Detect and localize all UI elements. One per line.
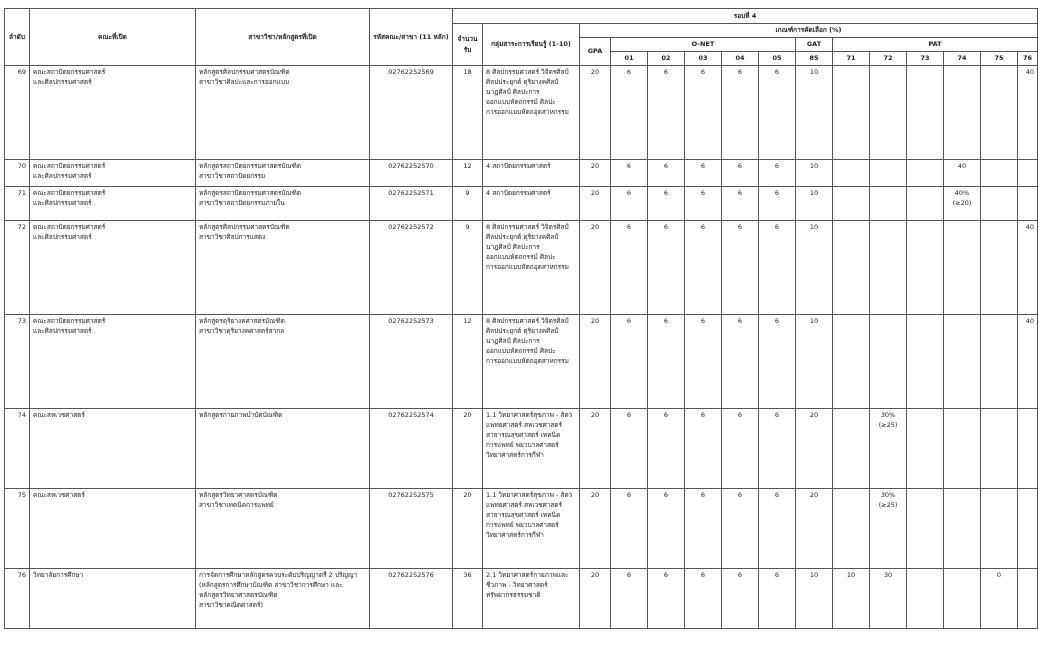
cell-gat-85: 20 [796, 489, 833, 569]
cell-pat-74 [944, 409, 981, 489]
header-subcode-03: 03 [685, 52, 722, 66]
cell-gat-85: 10 [796, 187, 833, 221]
cell-program-line: หลักสูตรดุริยางคศาสตรบัณฑิต [199, 317, 285, 325]
header-subcode-05: 05 [759, 52, 796, 66]
cell-faculty [30, 569, 196, 629]
cell-gpa: 20 [580, 187, 611, 221]
cell-program-line: หลักสูตรศิลปกรรมศาสตรบัณฑิต [199, 68, 290, 76]
cell-onet-03: 6 [685, 221, 722, 315]
cell-code: 02762252570 [370, 160, 453, 187]
cell-gat-85: 10 [796, 315, 833, 409]
cell-pat-73 [907, 221, 944, 315]
cell-onet-04: 6 [722, 160, 759, 187]
cell-onet-03: 6 [685, 187, 722, 221]
cell-subject-line: แพทยศาสตร์ สหเวชศาสตร์ [486, 501, 563, 510]
cell-subject-line: สาธารณสุขศาสตร์ เทคนิค [486, 511, 561, 520]
header-subcode-76: 76 [1018, 52, 1038, 66]
header-subcode-72: 72 [870, 52, 907, 66]
cell-subject-line: 4 สถาปัตยกรรมศาสตร์ [486, 189, 551, 197]
cell-no: 76 [5, 569, 30, 629]
cell-faculty-line: คณะสหเวชศาสตร์ [33, 491, 85, 499]
cell-gat-85: 10 [796, 569, 833, 629]
cell-pat-71: 10 [833, 569, 870, 629]
cell-subject-line: 8 ศิลปกรรมศาสตร์ วิจิตรศิลป์ [486, 223, 569, 231]
cell-pat-73 [907, 66, 944, 160]
cell-subject-line: ทรัพยากรธรรมชาติ [486, 591, 541, 600]
cell-no: 70 [5, 160, 30, 187]
table-row [5, 160, 1038, 187]
cell-pat-74 [944, 160, 981, 187]
cell-code: 02762252572 [370, 221, 453, 315]
table-row [5, 409, 1038, 489]
cell-pat-72-line: (≥25) [878, 421, 898, 430]
cell-gpa: 20 [580, 569, 611, 629]
cell-subject [483, 315, 580, 409]
cell-pat-76 [1018, 187, 1038, 221]
cell-faculty-line: วิทยาลัยการศึกษา [33, 571, 84, 579]
cell-pat-74 [944, 569, 981, 629]
cell-subject-line: นาฏศิลป์ ศิลปะการ [486, 337, 540, 346]
header-subcode-74: 74 [944, 52, 981, 66]
cell-subject [483, 187, 580, 221]
cell-onet-03: 6 [685, 409, 722, 489]
cell-faculty [30, 489, 196, 569]
cell-onet-01: 6 [611, 409, 648, 489]
header-pat: PAT [833, 38, 1038, 52]
cell-gpa: 20 [580, 66, 611, 160]
cell-subject-line: การแพทย์ พยาบาลศาสตร์ [486, 521, 559, 530]
header-subcode-71: 71 [833, 52, 870, 66]
cell-pat-71 [833, 187, 870, 221]
cell-onet-02: 6 [648, 409, 685, 489]
header-code: รหัสคณะ/สาขา (11 หลัก) [370, 9, 453, 66]
cell-subject [483, 569, 580, 629]
cell-onet-03: 6 [685, 569, 722, 629]
cell-pat-73 [907, 409, 944, 489]
cell-subject-line: ออกแบบหัตถกรรม์ ศิลปะ [486, 253, 556, 262]
cell-no: 73 [5, 315, 30, 409]
cell-gat-85: 10 [796, 160, 833, 187]
cell-pat-75 [981, 160, 1018, 187]
header-subcode-73: 73 [907, 52, 944, 66]
cell-pat-73 [907, 187, 944, 221]
cell-faculty-line: คณะสถาปัตยกรรมศาสตร์ [33, 317, 106, 325]
cell-no: 71 [5, 187, 30, 221]
table-row [5, 489, 1038, 569]
cell-program [196, 315, 370, 409]
cell-pat-71 [833, 221, 870, 315]
cell-subject-line: วิทยาศาสตร์การกีฬา [486, 531, 544, 540]
cell-pat-74 [944, 187, 981, 221]
cell-onet-05: 6 [759, 187, 796, 221]
cell-pat-71 [833, 315, 870, 409]
cell-subject-line: ออกแบบหัตถกรรม์ ศิลปะ [486, 98, 556, 107]
cell-onet-01: 6 [611, 569, 648, 629]
cell-program-line: (หลักสูตรการศึกษาบัณฑิต สาขาวิชาการศึกษา และ [199, 581, 343, 590]
cell-subject-line: การแพทย์ พยาบาลศาสตร์ [486, 441, 559, 450]
cell-gpa: 20 [580, 221, 611, 315]
cell-faculty [30, 66, 196, 160]
cell-onet-03: 6 [685, 160, 722, 187]
cell-program [196, 66, 370, 160]
cell-onet-04: 6 [722, 569, 759, 629]
cell-code: 02762252571 [370, 187, 453, 221]
table-row [5, 569, 1038, 629]
cell-pat-73 [907, 160, 944, 187]
cell-onet-01: 6 [611, 221, 648, 315]
cell-onet-04: 6 [722, 66, 759, 160]
cell-subject-line: การออกแบบหัตถอุตสาหกรรม [486, 263, 569, 272]
table-row [5, 315, 1038, 409]
cell-subject-line: การออกแบบหัตถอุตสาหกรรม [486, 108, 569, 117]
cell-program [196, 489, 370, 569]
cell-onet-03: 6 [685, 66, 722, 160]
cell-onet-05: 6 [759, 569, 796, 629]
header-subcode-02: 02 [648, 52, 685, 66]
cell-onet-05: 6 [759, 315, 796, 409]
cell-pat-76 [1018, 569, 1038, 629]
header-intake: จำนวนรับ [453, 24, 483, 66]
cell-subject-line: 2.1 วิทยาศาสตร์กายภาพและ [486, 571, 569, 579]
cell-subject-line: สาธารณสุขศาสตร์ เทคนิค [486, 431, 561, 440]
cell-intake: 9 [453, 187, 483, 221]
cell-program-line: หลักสูตรศิลปกรรมศาสตรบัณฑิต [199, 223, 290, 231]
cell-onet-05: 6 [759, 221, 796, 315]
cell-no: 75 [5, 489, 30, 569]
cell-intake: 18 [453, 66, 483, 160]
cell-onet-01: 6 [611, 187, 648, 221]
cell-faculty [30, 160, 196, 187]
cell-pat-71 [833, 66, 870, 160]
cell-faculty-line: คณะสถาปัตยกรรมศาสตร์ [33, 189, 106, 197]
cell-onet-04: 6 [722, 409, 759, 489]
cell-program [196, 221, 370, 315]
cell-pat-73 [907, 569, 944, 629]
header-onet: O-NET [611, 38, 796, 52]
header-no: ลำดับ [5, 9, 30, 66]
cell-gpa: 20 [580, 315, 611, 409]
cell-subject-line: ชีวภาพ - วิทยาศาสตร์ [486, 581, 548, 590]
cell-pat-71 [833, 160, 870, 187]
cell-no: 69 [5, 66, 30, 160]
cell-program-line: หลักสูตรสถาปัตยกรรมศาสตรบัณฑิต [199, 162, 302, 170]
cell-gat-85: 10 [796, 66, 833, 160]
cell-gpa: 20 [580, 409, 611, 489]
cell-program-line: สาขาวิชาคณิตศาสตร์) [199, 601, 264, 610]
table-row [5, 221, 1038, 315]
cell-pat-76 [1018, 160, 1038, 187]
header-gat: GAT [796, 38, 833, 52]
cell-program [196, 569, 370, 629]
cell-onet-04: 6 [722, 315, 759, 409]
cell-program-line: หลักสูตรสถาปัตยกรรมศาสตรบัณฑิต [199, 189, 302, 197]
cell-pat-74 [944, 315, 981, 409]
cell-faculty-line: คณะสหเวชศาสตร์ [33, 411, 85, 419]
cell-pat-71 [833, 409, 870, 489]
cell-faculty [30, 409, 196, 489]
cell-faculty [30, 187, 196, 221]
cell-subject-line: 8 ศิลปกรรมศาสตร์ วิจิตรศิลป์ [486, 317, 569, 325]
cell-code: 02762252574 [370, 409, 453, 489]
admission-table-container [4, 8, 1035, 629]
cell-subject-line: ศิลปประยุกต์ ดุริยางคศิลป์ [486, 327, 559, 336]
cell-onet-02: 6 [648, 569, 685, 629]
cell-subject-line: วิทยาศาสตร์การกีฬา [486, 451, 544, 460]
table-body [5, 66, 1038, 629]
cell-pat-76: 40 [1018, 66, 1038, 160]
cell-pat-72 [870, 221, 907, 315]
cell-pat-76: 40 [1018, 315, 1038, 409]
header-subcode-04: 04 [722, 52, 759, 66]
cell-program-line: สาขาวิชาศิลปการแสดง [199, 233, 266, 242]
cell-program-line: การจัดการศึกษาหลักสูตรควบระดับปริญญาตรี 2 ปริญญา [199, 571, 358, 579]
cell-subject [483, 66, 580, 160]
cell-faculty-line: และศิลปกรรมศาสตร์ [33, 172, 92, 181]
cell-subject-line: การออกแบบหัตถอุตสาหกรรม [486, 357, 569, 366]
cell-pat-75 [981, 187, 1018, 221]
cell-pat-72-line: 30 [883, 571, 893, 579]
cell-code: 02762252576 [370, 569, 453, 629]
cell-no: 74 [5, 409, 30, 489]
cell-pat-73 [907, 315, 944, 409]
cell-onet-03: 6 [685, 489, 722, 569]
cell-onet-04: 6 [722, 221, 759, 315]
cell-onet-02: 6 [648, 66, 685, 160]
cell-faculty-line: และศิลปกรรมศาสตร์ [33, 78, 92, 87]
cell-code: 02762252573 [370, 315, 453, 409]
cell-subject [483, 160, 580, 187]
cell-pat-75 [981, 489, 1018, 569]
cell-program-line: สาขาวิชาดุริยางคศาสตร์สากล [199, 327, 285, 336]
cell-onet-01: 6 [611, 489, 648, 569]
cell-faculty-line: คณะสถาปัตยกรรมศาสตร์ [33, 162, 106, 170]
cell-pat-72 [870, 315, 907, 409]
cell-program-line: สาขาวิชาเทคนิคการแพทย์ [199, 501, 274, 510]
cell-onet-05: 6 [759, 409, 796, 489]
cell-pat-72 [870, 569, 907, 629]
cell-pat-75 [981, 315, 1018, 409]
cell-program-line: สาขาวิชาสถาปัตยกรรมภายใน [199, 199, 285, 208]
cell-subject-line: นาฏศิลป์ ศิลปะการ [486, 243, 540, 252]
cell-intake: 20 [453, 409, 483, 489]
cell-intake: 20 [453, 489, 483, 569]
cell-intake: 9 [453, 221, 483, 315]
cell-faculty-line: คณะสถาปัตยกรรมศาสตร์ [33, 223, 106, 231]
header-criteria: เกณฑ์การคัดเลือก (%) [580, 24, 1038, 38]
header-faculty: คณะที่เปิด [30, 9, 196, 66]
header-subject: กลุ่มสาระการเรียนรู้ (1-10) [483, 24, 580, 66]
cell-faculty [30, 221, 196, 315]
cell-subject-line: นาฏศิลป์ ศิลปะการ [486, 88, 540, 97]
cell-pat-75 [981, 409, 1018, 489]
cell-subject-line: ศิลปประยุกต์ ดุริยางคศิลป์ [486, 233, 559, 242]
cell-subject-line: แพทยศาสตร์ สหเวชศาสตร์ [486, 421, 563, 430]
cell-onet-02: 6 [648, 221, 685, 315]
cell-pat-72-line: (≥25) [878, 501, 898, 510]
cell-onet-01: 6 [611, 66, 648, 160]
cell-onet-05: 6 [759, 160, 796, 187]
cell-faculty-line: และศิลปกรรมศาสตร์ [33, 199, 92, 208]
header-program: สาขาวิชา/หลักสูตรที่เปิด [196, 9, 370, 66]
cell-pat-74 [944, 221, 981, 315]
cell-subject-line: 4 สถาปัตยกรรมศาสตร์ [486, 162, 551, 170]
cell-pat-76 [1018, 409, 1038, 489]
cell-faculty-line: และศิลปกรรมศาสตร์ [33, 327, 92, 336]
cell-program-line: หลักสูตรวิทยาศาสตรบัณฑิต [199, 591, 278, 600]
cell-program-line: หลักสูตรวิทยาศาสตรบัณฑิต [199, 491, 278, 499]
cell-gpa: 20 [580, 160, 611, 187]
cell-onet-01: 6 [611, 315, 648, 409]
cell-pat-72 [870, 66, 907, 160]
cell-pat-74-line: 40% [954, 189, 970, 197]
cell-onet-03: 6 [685, 315, 722, 409]
header-gpa: GPA [580, 38, 611, 66]
cell-pat-72-line: 30% [880, 491, 896, 499]
cell-pat-75 [981, 66, 1018, 160]
cell-pat-73 [907, 489, 944, 569]
cell-onet-02: 6 [648, 187, 685, 221]
header-round: รอบที่ 4 [453, 9, 1038, 24]
cell-pat-76: 40 [1018, 221, 1038, 315]
cell-onet-04: 6 [722, 489, 759, 569]
cell-intake: 12 [453, 315, 483, 409]
header-subcode-75: 75 [981, 52, 1018, 66]
cell-pat-74-line: (≥20) [952, 199, 972, 208]
cell-pat-72 [870, 160, 907, 187]
admission-criteria-table [4, 8, 1038, 629]
cell-program [196, 187, 370, 221]
cell-onet-05: 6 [759, 489, 796, 569]
table-row [5, 187, 1038, 221]
cell-pat-74 [944, 489, 981, 569]
cell-subject [483, 409, 580, 489]
cell-onet-02: 6 [648, 315, 685, 409]
cell-subject-line: ศิลปประยุกต์ ดุริยางคศิลป์ [486, 78, 559, 87]
cell-pat-72 [870, 489, 907, 569]
cell-code: 02762252569 [370, 66, 453, 160]
cell-gpa: 20 [580, 489, 611, 569]
cell-pat-74 [944, 66, 981, 160]
cell-pat-71 [833, 489, 870, 569]
cell-onet-02: 6 [648, 489, 685, 569]
cell-program-line: สาขาวิชาศิลปะและการออกแบบ [199, 78, 290, 87]
cell-pat-72-line: 30% [880, 411, 896, 419]
cell-faculty [30, 315, 196, 409]
cell-pat-75 [981, 221, 1018, 315]
cell-pat-76 [1018, 489, 1038, 569]
header-subcode-85: 85 [796, 52, 833, 66]
cell-pat-75: 0 [981, 569, 1018, 629]
cell-program-line: สาขาวิชาสถาปัตยกรรม [199, 172, 266, 181]
cell-subject-line: 1.1 วิทยาศาสตร์สุขภาพ - สัตว [486, 411, 573, 419]
cell-pat-74-line: 40 [957, 162, 967, 170]
cell-program [196, 160, 370, 187]
cell-gat-85: 20 [796, 409, 833, 489]
cell-intake: 36 [453, 569, 483, 629]
cell-onet-04: 6 [722, 187, 759, 221]
cell-subject-line: 1.1 วิทยาศาสตร์สุขภาพ - สัตว [486, 491, 573, 499]
cell-onet-01: 6 [611, 160, 648, 187]
cell-onet-02: 6 [648, 160, 685, 187]
cell-pat-72 [870, 187, 907, 221]
cell-intake: 12 [453, 160, 483, 187]
cell-faculty-line: คณะสถาปัตยกรรมศาสตร์ [33, 68, 106, 76]
cell-subject [483, 221, 580, 315]
cell-no: 72 [5, 221, 30, 315]
cell-onet-05: 6 [759, 66, 796, 160]
cell-subject-line: 8 ศิลปกรรมศาสตร์ วิจิตรศิลป์ [486, 68, 569, 76]
cell-faculty-line: และศิลปกรรมศาสตร์ [33, 233, 92, 242]
cell-subject-line: ออกแบบหัตถกรรม์ ศิลปะ [486, 347, 556, 356]
cell-gat-85: 10 [796, 221, 833, 315]
cell-code: 02762252575 [370, 489, 453, 569]
cell-subject [483, 489, 580, 569]
cell-pat-72 [870, 409, 907, 489]
cell-program-line: หลักสูตรกายภาพบำบัดบัณฑิต [199, 411, 283, 419]
header-subcode-01: 01 [611, 52, 648, 66]
table-row [5, 66, 1038, 160]
cell-program [196, 409, 370, 489]
